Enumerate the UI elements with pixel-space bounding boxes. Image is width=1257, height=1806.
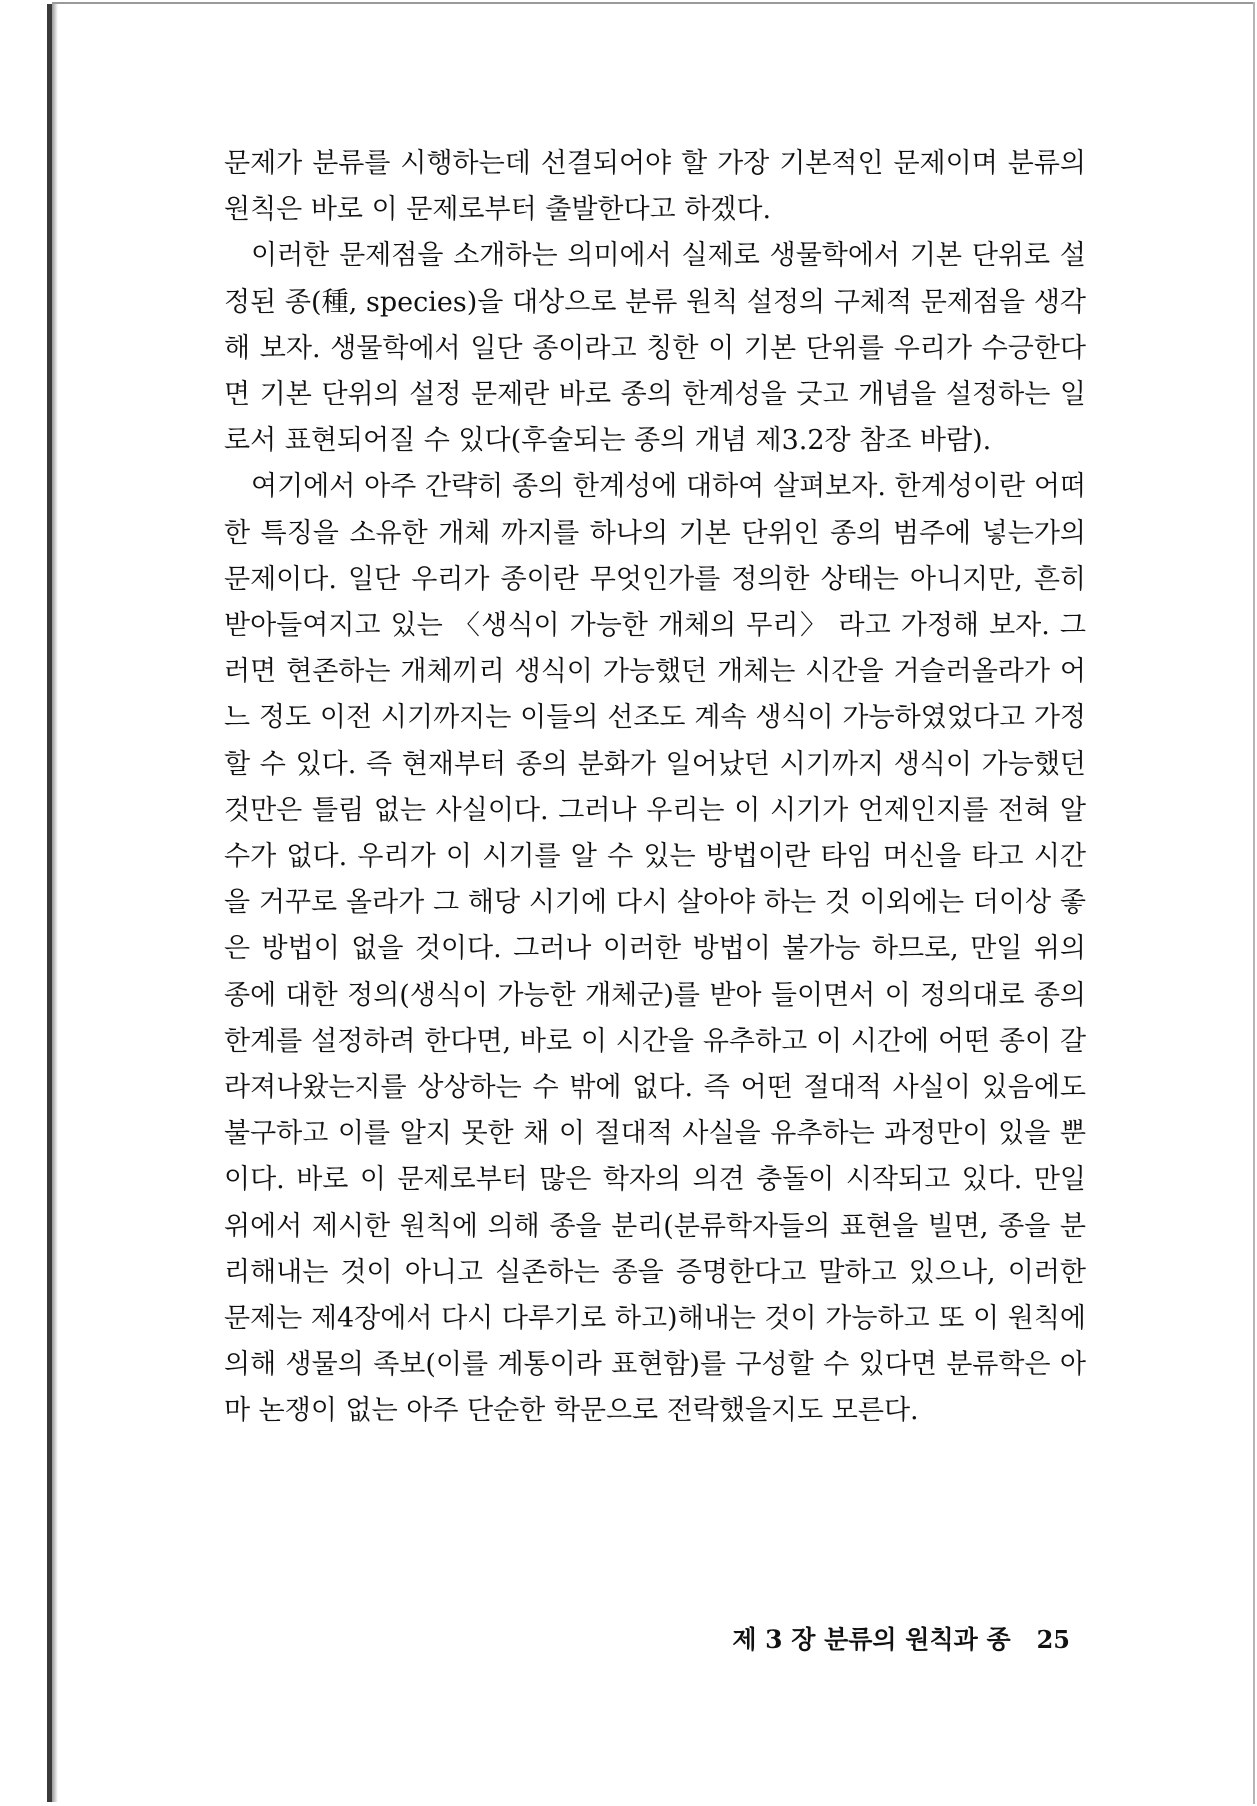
paragraph-continued: 문제가 분류를 시행하는데 선결되어야 할 가장 기본적인 문제이며 분류의 원칙은 바로 이 문제로부터 출발한다고 하겠다. (224, 148, 1086, 226)
body-text (224, 141, 1086, 1435)
page-right-edge (1253, 2, 1255, 1804)
running-footer (640, 1620, 1070, 1660)
page-gutter-shadow (52, 4, 58, 1802)
paragraph-species-limits: 여기에서 아주 간략히 종의 한계성에 대하여 살펴보자. 한계성이란 어떠한 특징을 소유한 개체 까지를 하나의 기본 단위인 종의 범주에 넣는가의 문제이다. 일단 우리가 종이란 무엇인가를 정의한 상태는 아니지만, 흔히 받아들여지고 있는 〈생식이 가능한 개체의 무리〉 라고 가정해 보자. 그러면 현존하는 개체끼리 생식이 가능했던 개체는 시간을 거슬러올라가 어느 정도 이전 시기까지는 이들의 선조도 계속 생식이 가능하였었다고 가정할 수 있다. 즉 현재부터 종의 분화가 일어났던 시기까지 생식이 가능했던 것만은 틀림 없는 사실이다. 그러나 우리는 이 시기가 언제인지를 전혀 알 수가 없다. 우리가 이 시기를 알 수 있는 방법이란 타임 머신을 타고 시간을 거꾸로 올라가 그 해당 시기에 다시 살아야 하는 것 이외에는 더이상 좋은 방법이 없을 것이다. 그러나 이러한 방법이 불가능 하므로, 만일 위의 종에 대한 정의(생식이 가능한 개체군)를 받아 들이면서 이 정의대로 종의 한계를 설정하려 한다면, 바로 이 시간을 유추하고 이 시간에 어떤 종이 갈라져나왔는지를 상상하는 수 밖에 없다. 즉 어떤 절대적 사실이 있음에도 불구하고 이를 알지 못한 채 이 절대적 사실을 유추하는 과정만이 있을 뿐이다. 바로 이 문제로부터 많은 학자의 의견 충돌이 시작되고 있다. 만일 위에서 제시한 원칙에 의해 종을 분리(분류학자들의 표현을 빌면, 종을 분리해내는 것이 아니고 실존하는 종을 증명한다고 말하고 있으나, 이러한 문제는 제4장에서 다시 다루기로 하고)해내는 것이 가능하고 또 이 원칙에 의해 생물의 족보(이를 계통이라 표현함)를 구성할 수 있다면 분류학은 아마 논쟁이 없는 아주 단순한 학문으로 전락했을지도 모른다. (224, 471, 1086, 1427)
paragraph-species-problem: 이러한 문제점을 소개하는 의미에서 실제로 생물학에서 기본 단위로 설정된 종(種, species)을 대상으로 분류 원칙 설정의 구체적 문제점을 생각해 보자. 생물학에서 일단 종이라고 칭한 이 기본 단위를 우리가 수긍한다면 기본 단위의 설정 문제란 바로 종의 한계성을 긋고 개념을 설정하는 일로서 표현되어질 수 있다(후술되는 종의 개념 제3.2장 참조 바람). (224, 240, 1086, 457)
page-number: 25 (1036, 1625, 1070, 1654)
page-top-edge (52, 2, 1254, 4)
chapter-title: 제 3 장 분류의 원칙과 종 (732, 1625, 1011, 1654)
